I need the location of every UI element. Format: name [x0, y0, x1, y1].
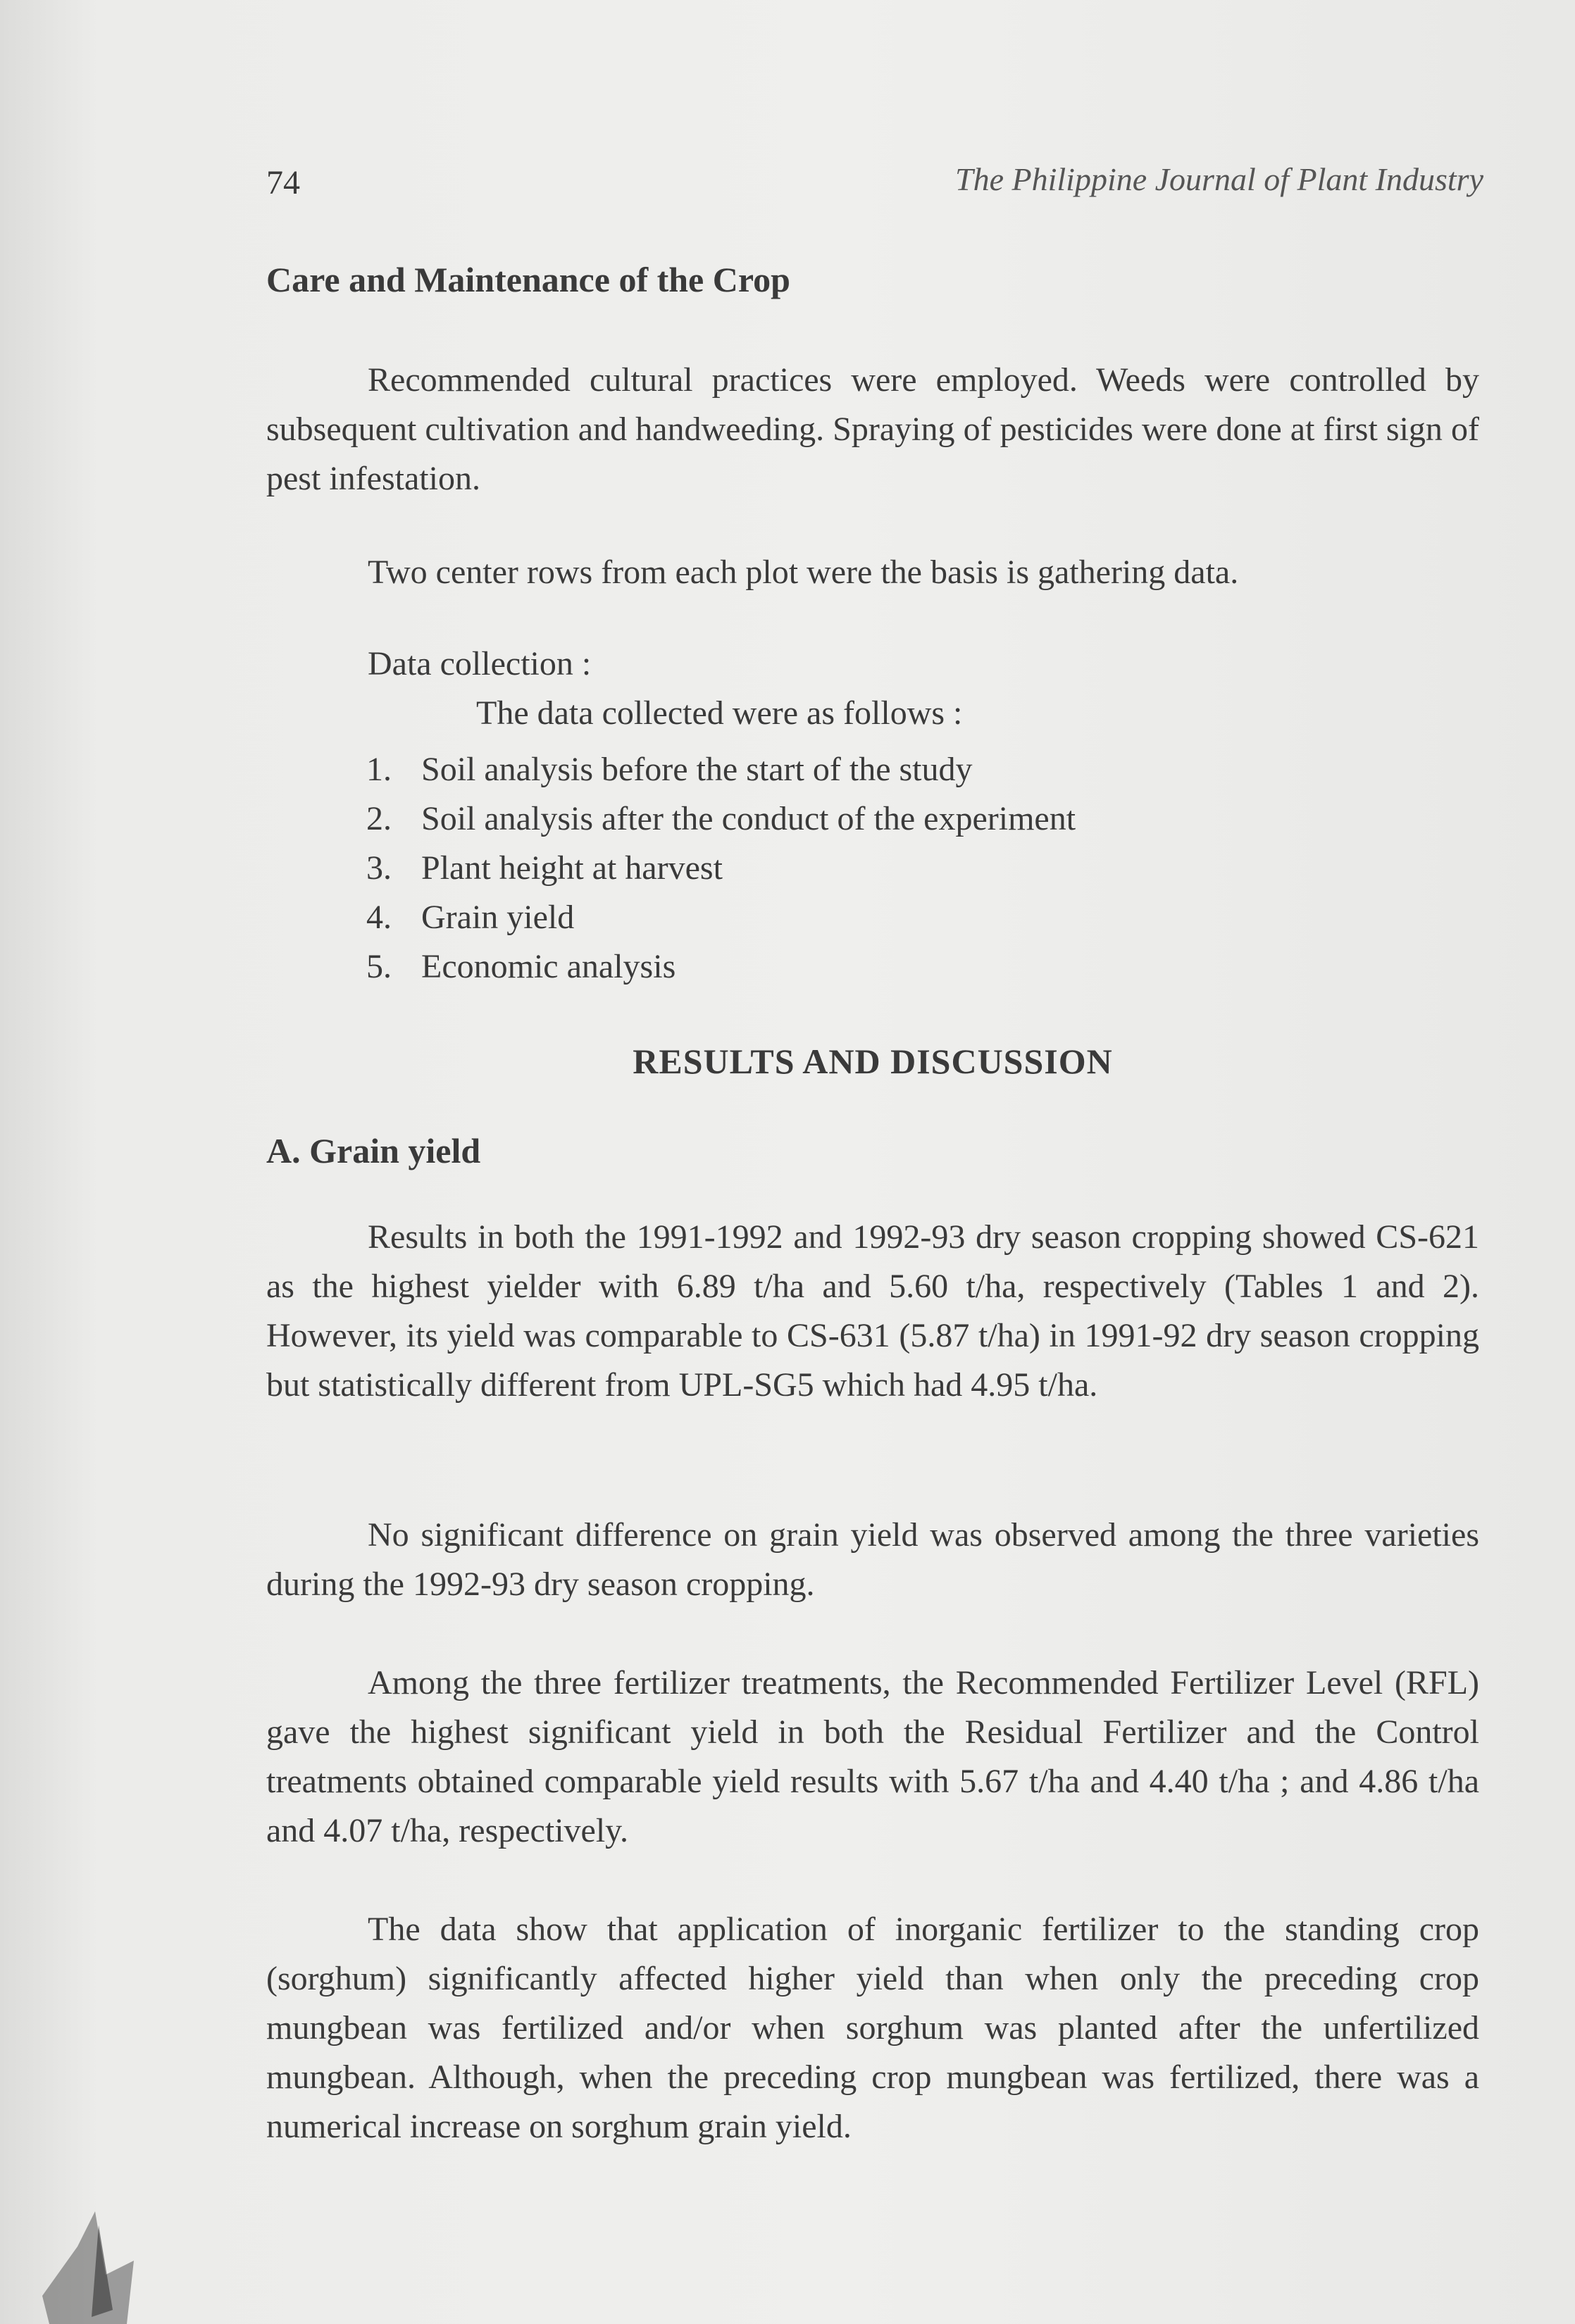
results-paragraph-4: The data show that application of inorganic fertilizer to the standing crop (sorghum) significantly affected higher yield than when only the preceding crop mungbean was fertilized and/or when sorghum was planted after the unfertilized mungbean. Although, when the preceding crop mungbean was fertilized, there was a numerical increase on sorghum grain yield. [266, 1911, 1479, 2145]
page-number: 74 [266, 164, 300, 201]
list-item: 4. Grain yield [366, 899, 575, 936]
care-section-title: Care and Maintenance of the Crop [266, 260, 790, 299]
journal-title: The Philippine Journal of Plant Industry [955, 161, 1483, 197]
results-paragraph-2: No significant difference on grain yield was observed among the three varieties during the 1992-93 dry season cropping. [266, 1516, 1479, 1603]
data-collection-title: Data collection : [368, 645, 592, 682]
results-heading: RESULTS AND DISCUSSION [633, 1042, 1113, 1081]
page-edge-smudge [28, 2169, 155, 2324]
grain-yield-subheading: A. Grain yield [266, 1131, 481, 1170]
care-paragraph-1: Recommended cultural practices were employed. Weeds were controlled by subsequent cultivation and handweeding. Spraying of pesticides were done at first sign of pest infestation. [266, 361, 1479, 497]
list-item: 2. Soil analysis after the conduct of the experiment [366, 800, 1076, 837]
list-item: 5. Economic analysis [366, 948, 676, 985]
data-collection-list [366, 745, 1076, 992]
list-item: 3. Plant height at harvest [366, 849, 723, 887]
data-collection-intro: The data collected were as follows : [476, 694, 963, 732]
care-paragraph-2: Two center rows from each plot were the basis is gathering data. [368, 554, 1239, 591]
results-paragraph-1: Results in both the 1991-1992 and 1992-93 dry season cropping showed CS-621 as the highest yielder with 6.89 t/ha and 5.60 t/ha, respectively (Tables 1 and 2). However, its yield was comparable to CS-631 (5.87 t/ha) in 1991-92 dry season cropping but statistically different from UPL-SG5 which had 4.95 t/ha. [266, 1218, 1479, 1404]
results-paragraph-3: Among the three fertilizer treatments, the Recommended Fertilizer Level (RFL) gave the highest significant yield in both the Residual Fertilizer and the Control treatments obtained comparable yield results with 5.67 t/ha and 4.40 t/ha ; and 4.86 t/ha and 4.07 t/ha, respectively. [266, 1664, 1479, 1849]
list-item: 1. Soil analysis before the start of the study [366, 751, 973, 788]
